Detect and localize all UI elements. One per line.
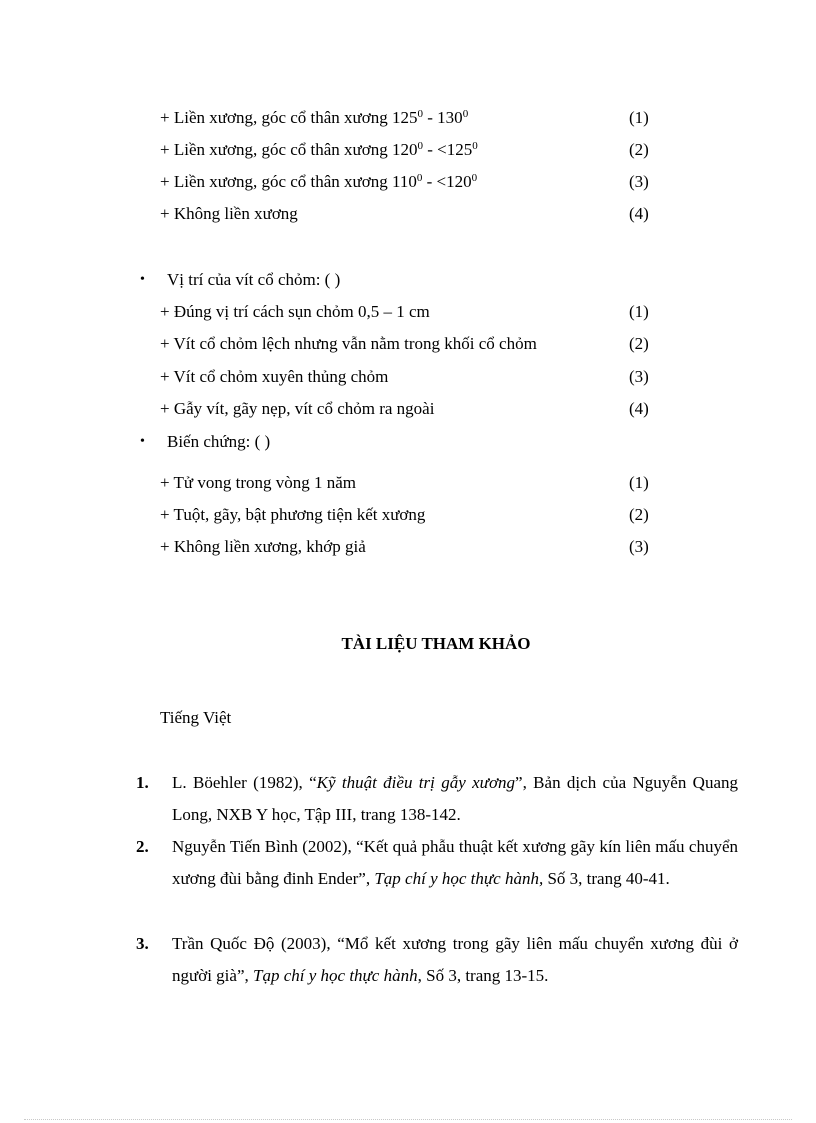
page-bottom-divider [24, 1119, 792, 1120]
outcome-item-label: + Liền xương, góc cổ thân xương $125^0 - 130^0$ [160, 108, 469, 127]
reference-text: L. Böehler (1982), “Kỹ thuật điều trị gẫy xương”, Bản dịch của Nguyễn Quang Long, NXB Y học, Tập III, trang 138-142. [172, 773, 738, 824]
outcome-item-label: + Liền xương, góc cổ thân xương $110^0 - <120^0$ [160, 172, 478, 191]
references-heading: TÀI LIỆU THAM KHẢO [341, 634, 531, 653]
complication-item-label: + Tuột, gãy, bật phương tiện kết xương [160, 505, 426, 524]
screw-position-item-label: + Đúng vị trí cách sụn chỏm 0,5 – 1 cm [160, 302, 430, 321]
outcome-item-code: (4) [629, 204, 649, 223]
screw-position-item-label: + Gẫy vít, gãy nẹp, vít cổ chỏm ra ngoài [160, 399, 435, 418]
screw-position-item-code: (1) [629, 302, 649, 321]
screw-position-title: Vị trí của vít cổ chỏm: ( ) [167, 270, 341, 289]
outcome-item-label: + Không liền xương [160, 204, 298, 223]
screw-position-item-code: (3) [629, 367, 649, 386]
screw-position-item-code: (4) [629, 399, 649, 418]
outcome-item-code: (3) [629, 172, 649, 191]
reference-text: Trần Quốc Độ (2003), “Mổ kết xương trong gãy liên mấu chuyển xương đùi ở người già”, Tạp chí y học thực hành, Số 3, trang 13-15. [172, 934, 738, 985]
reference-text: Nguyễn Tiến Bình (2002), “Kết quả phẫu thuật kết xương gãy kín liên mấu chuyển xương đùi bằng đinh Ender”, Tạp chí y học thực hành, Số 3, trang 40-41. [172, 837, 738, 888]
reference-number: 2. [136, 837, 149, 856]
reference-number: 3. [136, 934, 149, 953]
complication-item-label: + Không liền xương, khớp giả [160, 537, 366, 556]
outcome-item-label: + Liền xương, góc cổ thân xương $120^0 - <125^0$ [160, 140, 478, 159]
references-subheading: Tiếng Việt [160, 708, 232, 727]
bullet-icon: • [140, 434, 145, 449]
screw-position-item-code: (2) [629, 334, 649, 353]
complication-item-code: (2) [629, 505, 649, 524]
reference-number: 1. [136, 773, 149, 792]
complication-item-code: (3) [629, 537, 649, 556]
complications-title: Biến chứng: ( ) [167, 432, 271, 451]
outcome-item-code: (2) [629, 140, 649, 159]
outcome-item-code: (1) [629, 108, 649, 127]
screw-position-item-label: + Vít cổ chỏm lệch nhưng vẫn nằm trong khối cổ chỏm [160, 334, 537, 353]
screw-position-item-label: + Vít cổ chỏm xuyên thủng chỏm [160, 367, 389, 386]
bullet-icon: • [140, 272, 145, 287]
complication-item-code: (1) [629, 473, 649, 492]
complication-item-label: + Tử vong trong vòng 1 năm [160, 473, 357, 492]
